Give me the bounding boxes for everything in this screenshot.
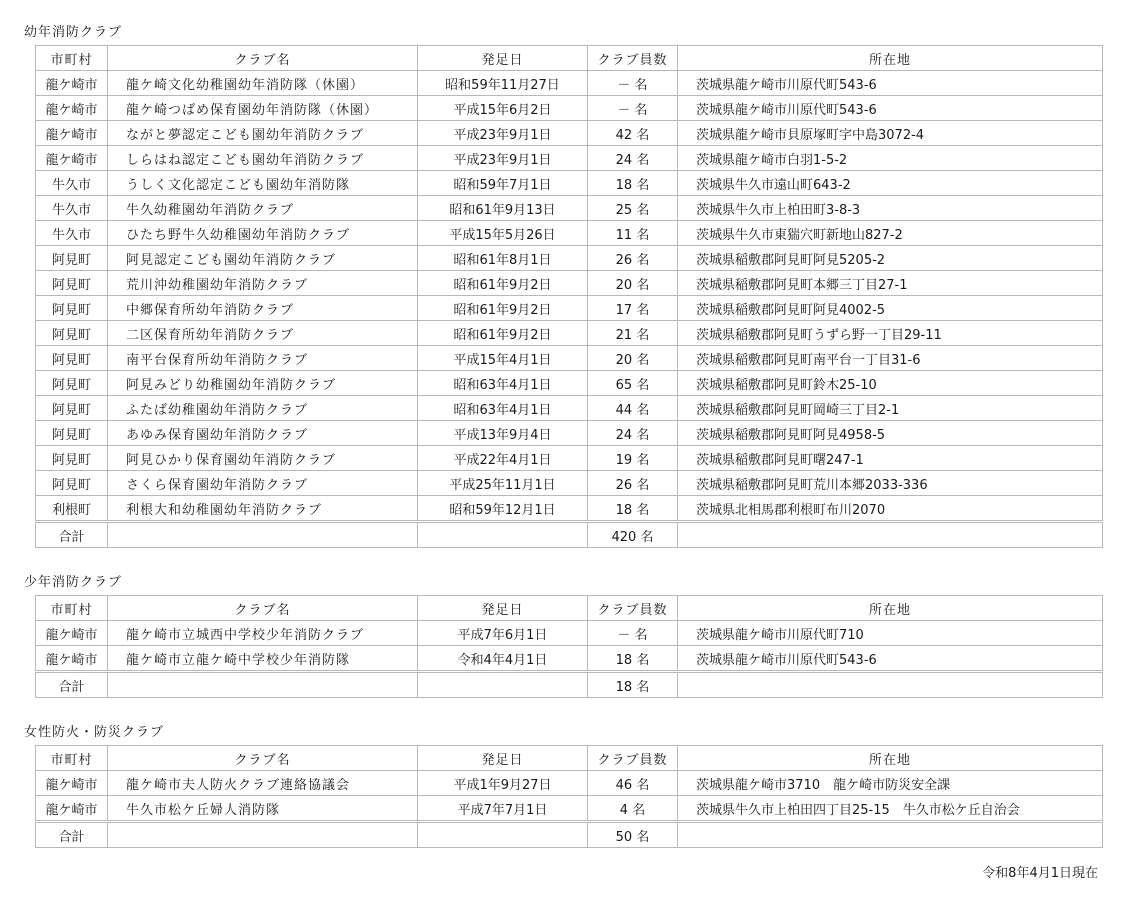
- cell-city: 龍ケ崎市: [36, 96, 108, 121]
- cell-city: 阿見町: [36, 296, 108, 321]
- cell-start-date: 平成1年9月27日: [418, 771, 588, 796]
- cell-city: 阿見町: [36, 371, 108, 396]
- cell-start-date: 平成7年6月1日: [418, 621, 588, 646]
- cell-address: 茨城県稲敷郡阿見町阿見4002-5: [678, 296, 1103, 321]
- cell-city: 利根町: [36, 496, 108, 522]
- cell-address: 茨城県稲敷郡阿見町鈴木25-10: [678, 371, 1103, 396]
- cell-member-count: 46 名: [588, 771, 678, 796]
- cell-city: 牛久市: [36, 221, 108, 246]
- cell-club-name: ひたち野牛久幼稚園幼年消防クラブ: [108, 221, 418, 246]
- cell-city: 牛久市: [36, 196, 108, 221]
- header-member-count: クラブ員数: [588, 596, 678, 621]
- cell-club-name: うしく文化認定こども園幼年消防隊: [108, 171, 418, 196]
- cell-start-date: 昭和59年12月1日: [418, 496, 588, 522]
- cell-member-count: 26 名: [588, 471, 678, 496]
- total-empty-cell: [418, 672, 588, 698]
- cell-member-count: 26 名: [588, 246, 678, 271]
- cell-club-name: 南平台保育所幼年消防クラブ: [108, 346, 418, 371]
- cell-city: 龍ケ崎市: [36, 646, 108, 672]
- cell-member-count: － 名: [588, 96, 678, 121]
- cell-address: 茨城県龍ケ崎市3710 龍ケ崎市防災安全課: [678, 771, 1103, 796]
- total-empty-cell: [108, 522, 418, 548]
- cell-member-count: 18 名: [588, 496, 678, 522]
- cell-address: 茨城県稲敷郡阿見町うずら野一丁目29-11: [678, 321, 1103, 346]
- total-label: 合計: [36, 522, 108, 548]
- cell-member-count: 24 名: [588, 146, 678, 171]
- cell-start-date: 昭和61年8月1日: [418, 246, 588, 271]
- header-address: 所在地: [678, 596, 1103, 621]
- table-row: [36, 71, 1103, 96]
- cell-start-date: 昭和61年9月2日: [418, 296, 588, 321]
- cell-club-name: 阿見ひかり保育園幼年消防クラブ: [108, 446, 418, 471]
- cell-city: 阿見町: [36, 446, 108, 471]
- cell-member-count: 20 名: [588, 346, 678, 371]
- cell-member-count: 65 名: [588, 371, 678, 396]
- cell-city: 龍ケ崎市: [36, 121, 108, 146]
- cell-address: 茨城県牛久市遠山町643-2: [678, 171, 1103, 196]
- cell-city: 龍ケ崎市: [36, 71, 108, 96]
- cell-club-name: しらはね認定こども園幼年消防クラブ: [108, 146, 418, 171]
- header-start-date: 発足日: [418, 46, 588, 71]
- cell-member-count: 17 名: [588, 296, 678, 321]
- cell-club-name: 中郷保育所幼年消防クラブ: [108, 296, 418, 321]
- table-row: [36, 221, 1103, 246]
- cell-member-count: 20 名: [588, 271, 678, 296]
- cell-start-date: 昭和61年9月13日: [418, 196, 588, 221]
- cell-start-date: 昭和63年4月1日: [418, 396, 588, 421]
- cell-club-name: ふたば幼稚園幼年消防クラブ: [108, 396, 418, 421]
- table-row: [36, 196, 1103, 221]
- women-disaster-club-table: [35, 745, 1103, 848]
- cell-club-name: 龍ケ崎市立龍ケ崎中学校少年消防隊: [108, 646, 418, 672]
- cell-address: 茨城県稲敷郡阿見町阿見4958-5: [678, 421, 1103, 446]
- cell-start-date: 平成13年9月4日: [418, 421, 588, 446]
- youth-fire-club-table: [35, 45, 1103, 548]
- cell-address: 茨城県龍ケ崎市貝原塚町字中島3072-4: [678, 121, 1103, 146]
- total-empty-cell: [418, 522, 588, 548]
- cell-start-date: 平成15年6月2日: [418, 96, 588, 121]
- cell-city: 龍ケ崎市: [36, 771, 108, 796]
- cell-start-date: 平成25年11月1日: [418, 471, 588, 496]
- cell-start-date: 平成23年9月1日: [418, 121, 588, 146]
- total-empty-cell: [678, 522, 1103, 548]
- table-header-row: [36, 746, 1103, 771]
- table-row: [36, 496, 1103, 522]
- cell-member-count: 24 名: [588, 421, 678, 446]
- cell-member-count: 42 名: [588, 121, 678, 146]
- header-club-name: クラブ名: [108, 746, 418, 771]
- table-row: [36, 771, 1103, 796]
- junior-fire-club-table: [35, 595, 1103, 698]
- cell-member-count: 18 名: [588, 171, 678, 196]
- cell-club-name: 龍ケ崎市立城西中学校少年消防クラブ: [108, 621, 418, 646]
- cell-club-name: さくら保育園幼年消防クラブ: [108, 471, 418, 496]
- total-label: 合計: [36, 822, 108, 848]
- cell-city: 牛久市: [36, 171, 108, 196]
- cell-city: 阿見町: [36, 321, 108, 346]
- table-row: [36, 796, 1103, 822]
- cell-city: 阿見町: [36, 421, 108, 446]
- cell-club-name: 牛久市松ケ丘婦人消防隊: [108, 796, 418, 822]
- table-row: [36, 96, 1103, 121]
- cell-address: 茨城県龍ケ崎市川原代町710: [678, 621, 1103, 646]
- section-title-women: 女性防火・防災クラブ: [24, 725, 165, 740]
- total-member-count: 50 名: [588, 822, 678, 848]
- header-club-name: クラブ名: [108, 596, 418, 621]
- cell-club-name: 利根大和幼稚園幼年消防クラブ: [108, 496, 418, 522]
- table-row: [36, 321, 1103, 346]
- header-club-name: クラブ名: [108, 46, 418, 71]
- cell-start-date: 昭和59年7月1日: [418, 171, 588, 196]
- table-row: [36, 371, 1103, 396]
- table-row: [36, 171, 1103, 196]
- section-title-junior: 少年消防クラブ: [24, 575, 123, 590]
- cell-club-name: 牛久幼稚園幼年消防クラブ: [108, 196, 418, 221]
- table-row: [36, 271, 1103, 296]
- cell-address: 茨城県牛久市東猯穴町新地山827-2: [678, 221, 1103, 246]
- cell-start-date: 昭和61年9月2日: [418, 271, 588, 296]
- table-row: [36, 621, 1103, 646]
- header-start-date: 発足日: [418, 596, 588, 621]
- cell-member-count: 44 名: [588, 396, 678, 421]
- table-row: [36, 421, 1103, 446]
- cell-start-date: 昭和63年4月1日: [418, 371, 588, 396]
- header-member-count: クラブ員数: [588, 746, 678, 771]
- cell-start-date: 平成22年4月1日: [418, 446, 588, 471]
- total-row: [36, 522, 1103, 548]
- cell-city: 阿見町: [36, 246, 108, 271]
- total-label: 合計: [36, 672, 108, 698]
- table-row: [36, 246, 1103, 271]
- cell-start-date: 平成15年4月1日: [418, 346, 588, 371]
- cell-member-count: － 名: [588, 71, 678, 96]
- cell-city: 龍ケ崎市: [36, 621, 108, 646]
- header-member-count: クラブ員数: [588, 46, 678, 71]
- cell-club-name: 龍ケ崎市夫人防火クラブ連絡協議会: [108, 771, 418, 796]
- cell-start-date: 平成23年9月1日: [418, 146, 588, 171]
- table-row: [36, 146, 1103, 171]
- total-member-count: 420 名: [588, 522, 678, 548]
- cell-club-name: 阿見みどり幼稚園幼年消防クラブ: [108, 371, 418, 396]
- cell-city: 阿見町: [36, 346, 108, 371]
- as-of-date: 令和8年4月1日現在: [982, 866, 1098, 881]
- cell-start-date: 平成15年5月26日: [418, 221, 588, 246]
- cell-club-name: 二区保育所幼年消防クラブ: [108, 321, 418, 346]
- cell-city: 阿見町: [36, 271, 108, 296]
- cell-member-count: 25 名: [588, 196, 678, 221]
- cell-address: 茨城県稲敷郡阿見町曙247-1: [678, 446, 1103, 471]
- cell-city: 龍ケ崎市: [36, 146, 108, 171]
- cell-address: 茨城県龍ケ崎市川原代町543-6: [678, 96, 1103, 121]
- table-row: [36, 121, 1103, 146]
- cell-start-date: 令和4年4月1日: [418, 646, 588, 672]
- cell-address: 茨城県稲敷郡阿見町南平台一丁目31-6: [678, 346, 1103, 371]
- header-city: 市町村: [36, 46, 108, 71]
- table-row: [36, 296, 1103, 321]
- total-empty-cell: [108, 672, 418, 698]
- cell-member-count: 21 名: [588, 321, 678, 346]
- cell-address: 茨城県龍ケ崎市川原代町543-6: [678, 646, 1103, 672]
- table-row: [36, 396, 1103, 421]
- cell-start-date: 昭和61年9月2日: [418, 321, 588, 346]
- total-empty-cell: [418, 822, 588, 848]
- cell-club-name: 龍ケ崎つばめ保育園幼年消防隊（休園）: [108, 96, 418, 121]
- table-row: [36, 346, 1103, 371]
- total-member-count: 18 名: [588, 672, 678, 698]
- total-row: [36, 672, 1103, 698]
- cell-address: 茨城県稲敷郡阿見町阿見5205-2: [678, 246, 1103, 271]
- table-row: [36, 471, 1103, 496]
- cell-address: 茨城県牛久市上柏田四丁目25-15 牛久市松ケ丘自治会: [678, 796, 1103, 822]
- header-address: 所在地: [678, 746, 1103, 771]
- header-address: 所在地: [678, 46, 1103, 71]
- cell-address: 茨城県龍ケ崎市川原代町543-6: [678, 71, 1103, 96]
- total-row: [36, 822, 1103, 848]
- header-start-date: 発足日: [418, 746, 588, 771]
- table-header-row: [36, 46, 1103, 71]
- cell-address: 茨城県牛久市上柏田町3-8-3: [678, 196, 1103, 221]
- cell-address: 茨城県稲敷郡阿見町岡崎三丁目2-1: [678, 396, 1103, 421]
- cell-member-count: 11 名: [588, 221, 678, 246]
- cell-city: 龍ケ崎市: [36, 796, 108, 822]
- cell-start-date: 昭和59年11月27日: [418, 71, 588, 96]
- cell-member-count: － 名: [588, 621, 678, 646]
- cell-address: 茨城県稲敷郡阿見町荒川本郷2033-336: [678, 471, 1103, 496]
- cell-city: 阿見町: [36, 471, 108, 496]
- cell-address: 茨城県稲敷郡阿見町本郷三丁目27-1: [678, 271, 1103, 296]
- cell-member-count: 19 名: [588, 446, 678, 471]
- cell-club-name: ながと夢認定こども園幼年消防クラブ: [108, 121, 418, 146]
- total-empty-cell: [678, 822, 1103, 848]
- total-empty-cell: [108, 822, 418, 848]
- section-title-youth: 幼年消防クラブ: [24, 25, 123, 40]
- cell-club-name: 荒川沖幼稚園幼年消防クラブ: [108, 271, 418, 296]
- cell-address: 茨城県北相馬郡利根町布川2070: [678, 496, 1103, 522]
- total-empty-cell: [678, 672, 1103, 698]
- cell-member-count: 18 名: [588, 646, 678, 672]
- cell-address: 茨城県龍ケ崎市白羽1-5-2: [678, 146, 1103, 171]
- table-row: [36, 646, 1103, 672]
- header-city: 市町村: [36, 596, 108, 621]
- cell-start-date: 平成7年7月1日: [418, 796, 588, 822]
- header-city: 市町村: [36, 746, 108, 771]
- cell-club-name: 龍ケ崎文化幼稚園幼年消防隊（休園）: [108, 71, 418, 96]
- table-row: [36, 446, 1103, 471]
- table-header-row: [36, 596, 1103, 621]
- cell-member-count: 4 名: [588, 796, 678, 822]
- cell-club-name: あゆみ保育園幼年消防クラブ: [108, 421, 418, 446]
- cell-city: 阿見町: [36, 396, 108, 421]
- cell-club-name: 阿見認定こども園幼年消防クラブ: [108, 246, 418, 271]
